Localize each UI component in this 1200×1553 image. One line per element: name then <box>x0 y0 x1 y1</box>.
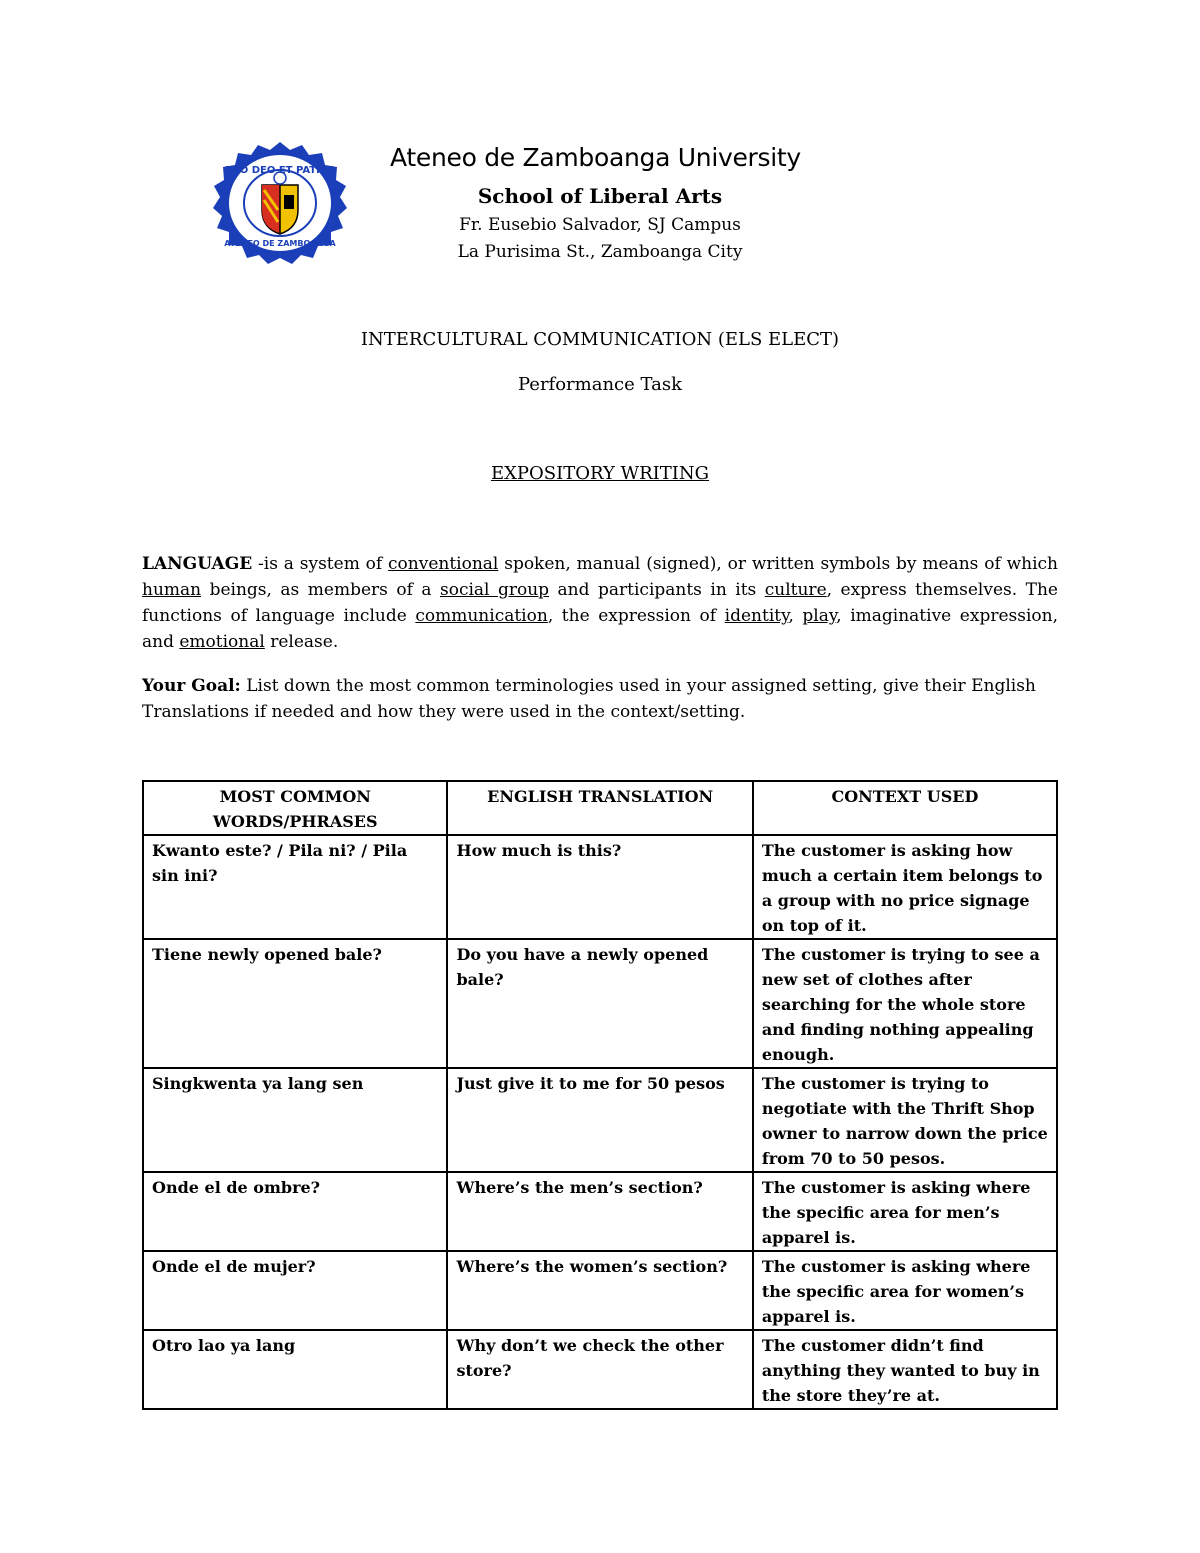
context-cell: The customer is asking where the specific area for men’s apparel is. <box>753 1172 1057 1251</box>
definition-link: communication <box>415 606 548 626</box>
definition-link: culture <box>764 580 827 600</box>
goal-paragraph <box>142 673 1058 725</box>
table-row <box>143 939 1057 1068</box>
context-cell: The customer is trying to see a new set of clothes after searching for the whole store and finding nothing appealing enough. <box>753 939 1057 1068</box>
definition-term: LANGUAGE <box>142 554 253 574</box>
header-phrases: MOST COMMON WORDS/PHRASES <box>143 781 447 835</box>
definition-text: , <box>788 606 803 626</box>
context-cell: The customer is asking how much a certain item belongs to a group with no price signage on top of it. <box>753 835 1057 939</box>
definition-text: , imaginative expression, and <box>142 606 1058 652</box>
table-row <box>143 1068 1057 1172</box>
definition-text: spoken, manual (signed), or written symbols by means of which <box>498 554 1058 574</box>
definition-link: social group <box>440 580 550 600</box>
phrase-cell: Kwanto este? / Pila ni? / Pila sin ini? <box>143 835 447 939</box>
phrase-cell: Otro lao ya lang <box>143 1330 447 1409</box>
header-translation: ENGLISH TRANSLATION <box>447 781 752 835</box>
table-header-row <box>143 781 1057 835</box>
translation-cell: How much is this? <box>447 835 752 939</box>
table-row <box>143 1251 1057 1330</box>
phrase-cell: Onde el de ombre? <box>143 1172 447 1251</box>
definition-link: emotional <box>179 632 265 652</box>
translation-cell: Why don’t we check the other store? <box>447 1330 752 1409</box>
definition-text: , the expression of <box>547 606 725 626</box>
seal-top-text: PRO DEO ET PATRIA <box>224 165 336 176</box>
definition-link: conventional <box>388 554 499 574</box>
translation-cell: Where’s the women’s section? <box>447 1251 752 1330</box>
table-row <box>143 1172 1057 1251</box>
definition-link: play <box>802 606 837 626</box>
context-cell: The customer didn’t find anything they wanted to buy in the store they’re at. <box>753 1330 1057 1409</box>
translation-cell: Just give it to me for 50 pesos <box>447 1068 752 1172</box>
definition-text: beings, as members of a <box>201 580 440 600</box>
table-row <box>143 835 1057 939</box>
goal-text: List down the most common terminologies used in your assigned setting, give their English Translations if needed and how they were used in the context/setting. <box>142 676 1036 722</box>
campus-address: La Purisima St., Zamboanga City <box>457 242 743 262</box>
terminology-table <box>142 780 1058 1410</box>
campus-name: Fr. Eusebio Salvador, SJ Campus <box>459 215 741 235</box>
context-cell: The customer is trying to negotiate with the Thrift Shop owner to narrow down the price from 70 to 50 pesos. <box>753 1068 1057 1172</box>
table-row <box>143 1330 1057 1409</box>
section-title: EXPOSITORY WRITING <box>490 463 710 484</box>
university-name: Ateneo de Zamboanga University <box>390 143 801 172</box>
phrase-cell: Tiene newly opened bale? <box>143 939 447 1068</box>
definition-text: release. <box>264 632 339 652</box>
definition-text: and participants in its <box>549 580 765 600</box>
phrase-cell: Singkwenta ya lang sen <box>143 1068 447 1172</box>
translation-cell: Do you have a newly opened bale? <box>447 939 752 1068</box>
phrase-cell: Onde el de mujer? <box>143 1251 447 1330</box>
translation-cell: Where’s the men’s section? <box>447 1172 752 1251</box>
seal-bottom-text: ATENEO DE ZAMBOANGA <box>224 239 336 248</box>
goal-label: Your Goal: <box>142 676 241 696</box>
definition-link: identity <box>724 606 789 626</box>
definition-text: -is a system of <box>252 554 389 574</box>
school-name: School of Liberal Arts <box>477 184 723 208</box>
context-cell: The customer is asking where the specific area for women’s apparel is. <box>753 1251 1057 1330</box>
header-context: CONTEXT USED <box>753 781 1057 835</box>
definition-link: human <box>142 580 202 600</box>
language-definition <box>142 551 1058 655</box>
course-title: INTERCULTURAL COMMUNICATION (ELS ELECT) <box>360 329 840 350</box>
task-title: Performance Task <box>518 374 682 395</box>
definition-text: , express themselves. The functions of language include <box>142 580 1058 626</box>
